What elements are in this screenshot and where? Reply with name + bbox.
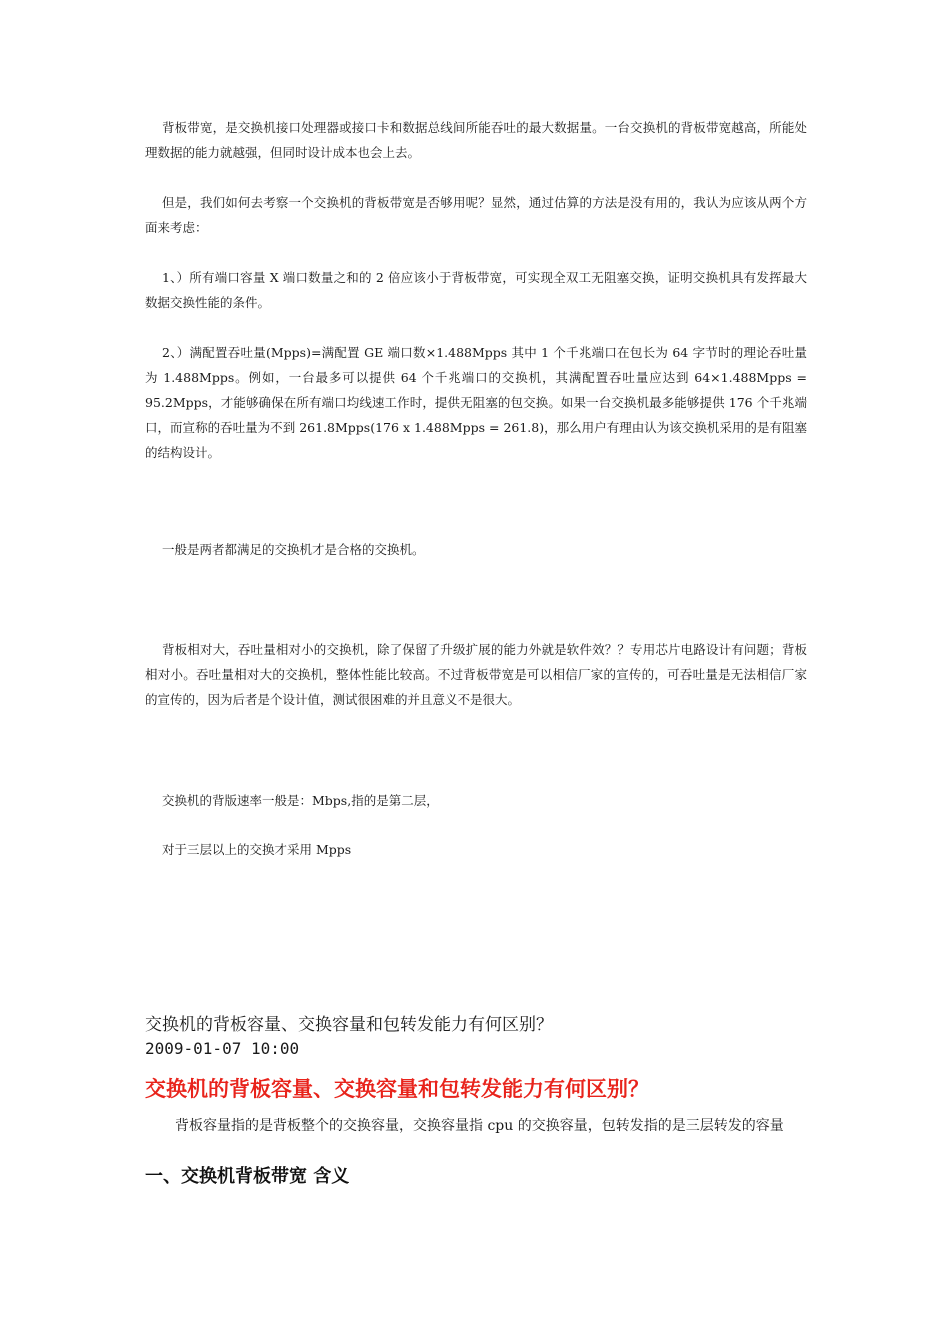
paragraph-backplane-vs-throughput: 背板相对大，吞吐量相对小的交换机，除了保留了升级扩展的能力外就是软件效？？专用芯片电路设计有问题；背板相对小。吞吐量相对大的交换机，整体性能比较高。不过背板带宽是可以相信厂家的宣传的，可吞吐量是无法相信厂家的宣传的，因为后者是个设计值，测试很困难的并且意义不是很大。 <box>145 642 807 707</box>
paragraph-point-2: 2、）满配置吞吐量(Mpps)=满配置 GE 端口数×1.488Mpps 其中 1 个千兆端口在包长为 64 字节时的理论吞吐量为 1.488Mpps。例如，一台最多可以提供 64 个千兆端口的交换机，其满配置吞吐量应达到 64×1.488Mpps = 95.2Mpps，才能够确保在所有端口均线速工作时，提供无阻塞的包交换。如果一台交换机最多能够提供 176 个千兆端口，而宣称的吞吐量为不到 261.8Mpps(176 x 1.488Mpps = 261.8)，那么用户有理由认为该交换机采用的是有阻塞的结构设计。 <box>145 345 807 460</box>
paragraph-point-1: 1、）所有端口容量 X 端口数量之和的 2 倍应该小于背板带宽，可实现全双工无阻塞交换，证明交换机具有发挥最大数据交换性能的条件。 <box>145 270 807 310</box>
article-date: 2009-01-07 10:00 <box>145 1039 300 1058</box>
section-heading: 一、交换机背板带宽 含义 <box>145 1166 350 1187</box>
red-heading: 交换机的背板容量、交换容量和包转发能力有何区别？ <box>145 1077 649 1101</box>
paragraph-how-to-evaluate: 但是，我们如何去考察一个交换机的背板带宽是否够用呢？显然，通过估算的方法是没有用的，我认为应该从两个方面来考虑： <box>145 195 807 235</box>
article-title: 交换机的背板容量、交换容量和包转发能力有何区别？ <box>145 1015 553 1035</box>
paragraph-backplane-definition: 背板带宽，是交换机接口处理器或接口卡和数据总线间所能吞吐的最大数据量。一台交换机的背板带宽越高，所能处理数据的能力就越强，但同时设计成本也会上去。 <box>145 120 807 160</box>
paragraph-layer3-mpps: 对于三层以上的交换才采用 Mpps <box>162 842 352 857</box>
paragraph-capacity-explanation: 背板容量指的是背板整个的交换容量，交换容量指 cpu 的交换容量，包转发指的是三层转发的容量 <box>175 1118 784 1134</box>
paragraph-both-satisfied: 一般是两者都满足的交换机才是合格的交换机。 <box>162 542 425 557</box>
paragraph-backplane-rate: 交换机的背版速率一般是：Mbps,指的是第二层， <box>162 793 439 808</box>
